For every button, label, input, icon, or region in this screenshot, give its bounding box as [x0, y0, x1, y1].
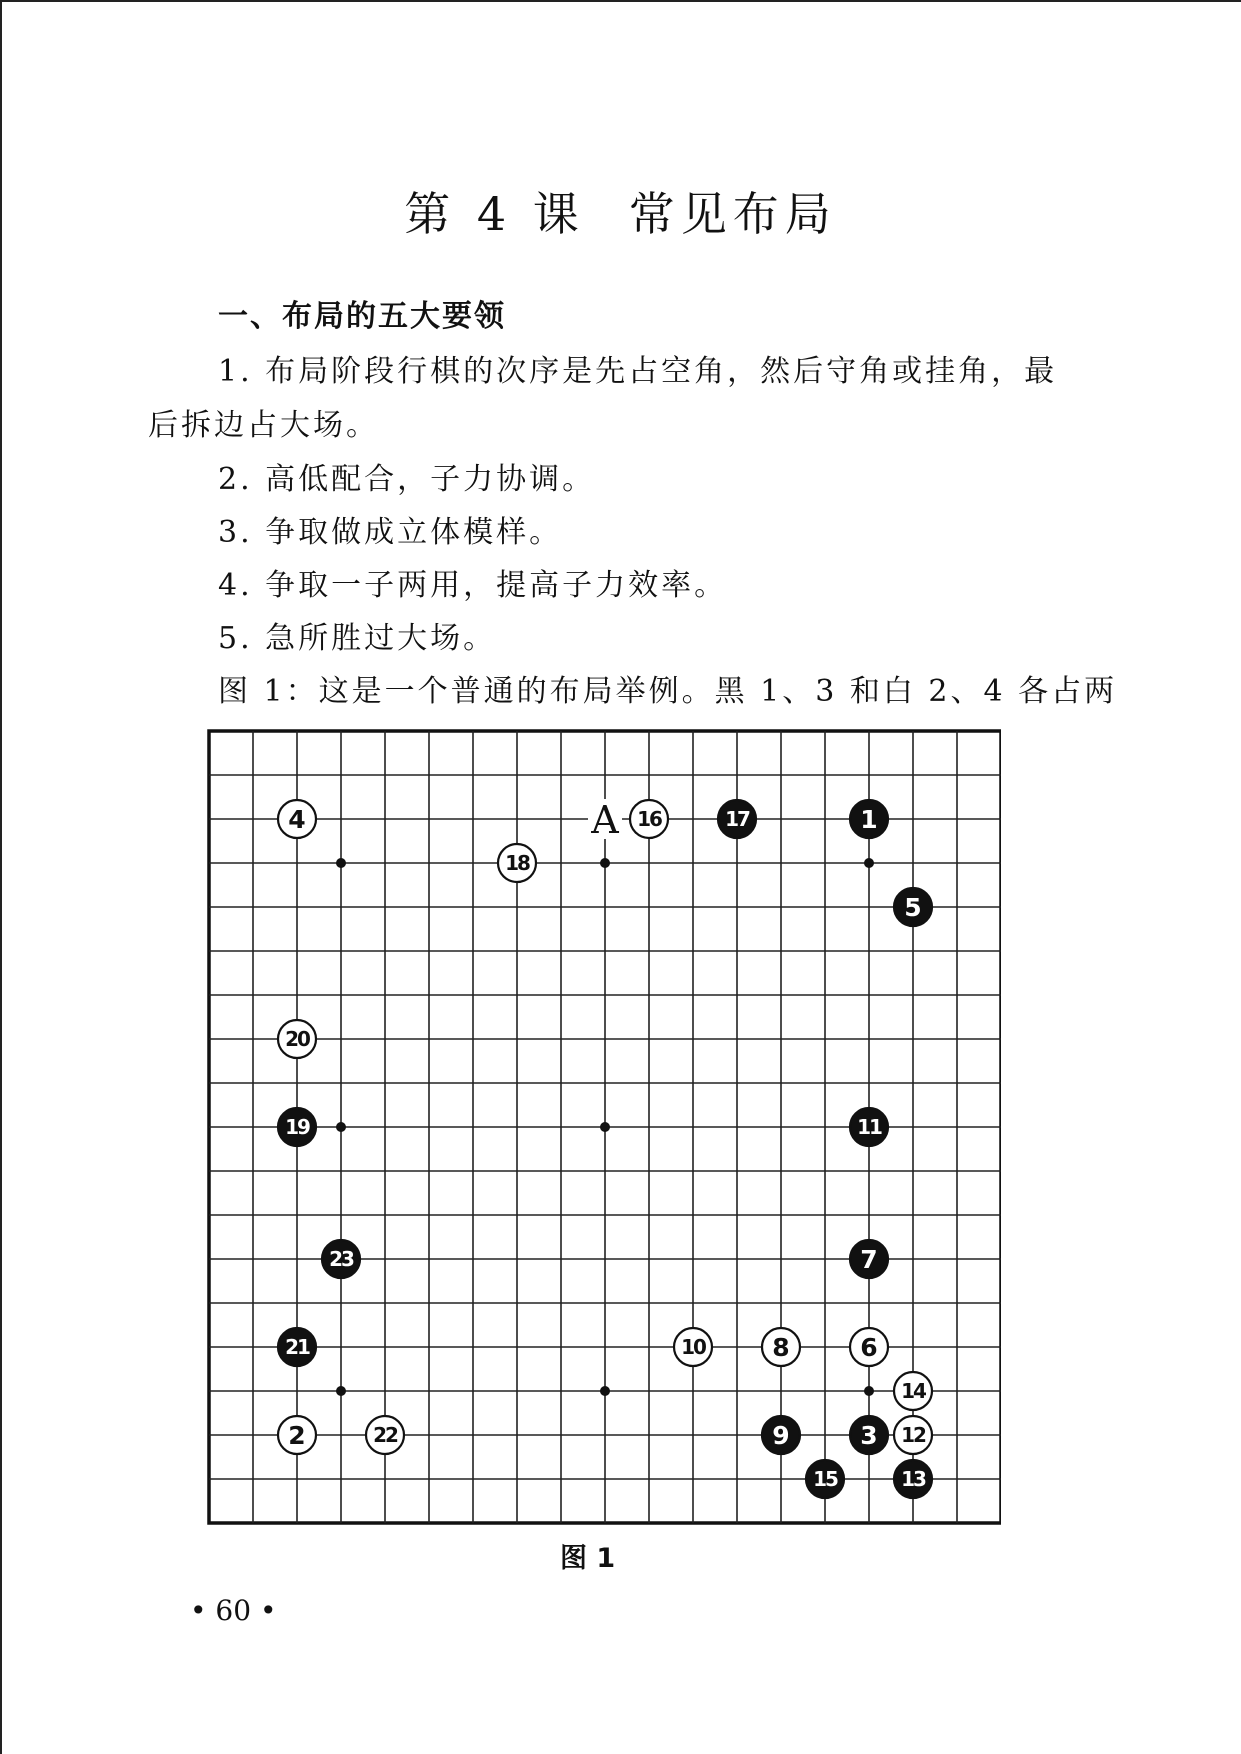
stone-number: 13 — [901, 1467, 925, 1492]
stone-white-22 — [366, 1416, 404, 1454]
section-heading: 一、布局的五大要领 — [218, 299, 506, 334]
star-point — [336, 858, 346, 868]
stone-white-12 — [894, 1416, 932, 1454]
stone-number: 14 — [901, 1379, 925, 1404]
stone-black-21 — [278, 1328, 316, 1366]
stone-number: 8 — [772, 1333, 790, 1362]
go-board — [205, 727, 1001, 1529]
figure-caption: 图 1 — [560, 1543, 616, 1574]
stone-number: 7 — [860, 1245, 878, 1274]
stone-white-10 — [674, 1328, 712, 1366]
rule-1-continued: 后拆边占大场。 — [148, 408, 379, 443]
stone-black-7 — [850, 1240, 888, 1278]
point-marker-a: A — [591, 798, 619, 842]
stone-number: 15 — [813, 1467, 837, 1492]
star-point — [600, 1386, 610, 1396]
stone-black-9 — [762, 1416, 800, 1454]
stone-number: 6 — [860, 1333, 878, 1362]
stone-black-19 — [278, 1108, 316, 1146]
stone-white-4 — [278, 800, 316, 838]
stone-white-6 — [850, 1328, 888, 1366]
stone-black-11 — [850, 1108, 888, 1146]
stone-number: 4 — [288, 805, 306, 834]
stone-white-8 — [762, 1328, 800, 1366]
stone-number: 20 — [285, 1027, 309, 1052]
rule-3: 3. 争取做成立体模样。 — [218, 515, 563, 550]
stone-number: 21 — [285, 1335, 309, 1360]
star-point — [600, 858, 610, 868]
stone-number: 10 — [681, 1335, 705, 1360]
rule-5: 5. 急所胜过大场。 — [218, 621, 497, 656]
stone-number: 17 — [725, 807, 749, 832]
stone-number: 1 — [860, 805, 878, 834]
star-point — [864, 858, 874, 868]
stone-white-20 — [278, 1020, 316, 1058]
stone-black-15 — [806, 1460, 844, 1498]
star-point — [336, 1386, 346, 1396]
stone-white-18 — [498, 844, 536, 882]
lesson-topic: 常见布局 — [628, 187, 837, 241]
stone-number: 3 — [860, 1421, 878, 1450]
lesson-number: 第 4 课 — [404, 187, 585, 241]
stone-number: 22 — [373, 1423, 397, 1448]
stone-number: 23 — [329, 1247, 353, 1272]
stone-black-1 — [850, 800, 888, 838]
page-title — [0, 178, 1241, 244]
stone-number: 2 — [288, 1421, 306, 1450]
stone-number: 18 — [505, 851, 529, 876]
stone-white-2 — [278, 1416, 316, 1454]
stone-number: 12 — [901, 1423, 925, 1448]
rule-2: 2. 高低配合，子力协调。 — [218, 462, 596, 497]
rule-4: 4. 争取一子两用，提高子力效率。 — [218, 568, 728, 603]
rule-1: 1. 布局阶段行棋的次序是先占空角，然后守角或挂角，最 — [218, 354, 1058, 389]
stone-white-16 — [630, 800, 668, 838]
stone-number: 9 — [772, 1421, 790, 1450]
stone-black-23 — [322, 1240, 360, 1278]
star-point — [600, 1122, 610, 1132]
stone-black-3 — [850, 1416, 888, 1454]
page-number: • 60 • — [190, 1594, 277, 1627]
stone-black-17 — [718, 800, 756, 838]
star-point — [864, 1386, 874, 1396]
stone-number: 19 — [285, 1115, 309, 1140]
stone-number: 11 — [857, 1115, 881, 1140]
stone-black-5 — [894, 888, 932, 926]
figure-intro: 图 1：这是一个普通的布局举例。黑 1、3 和白 2、4 各占两 — [218, 674, 1118, 709]
stone-number: 5 — [904, 893, 922, 922]
star-point — [336, 1122, 346, 1132]
stone-black-13 — [894, 1460, 932, 1498]
go-board-figure — [205, 727, 1001, 1533]
stone-white-14 — [894, 1372, 932, 1410]
stone-number: 16 — [637, 807, 661, 832]
